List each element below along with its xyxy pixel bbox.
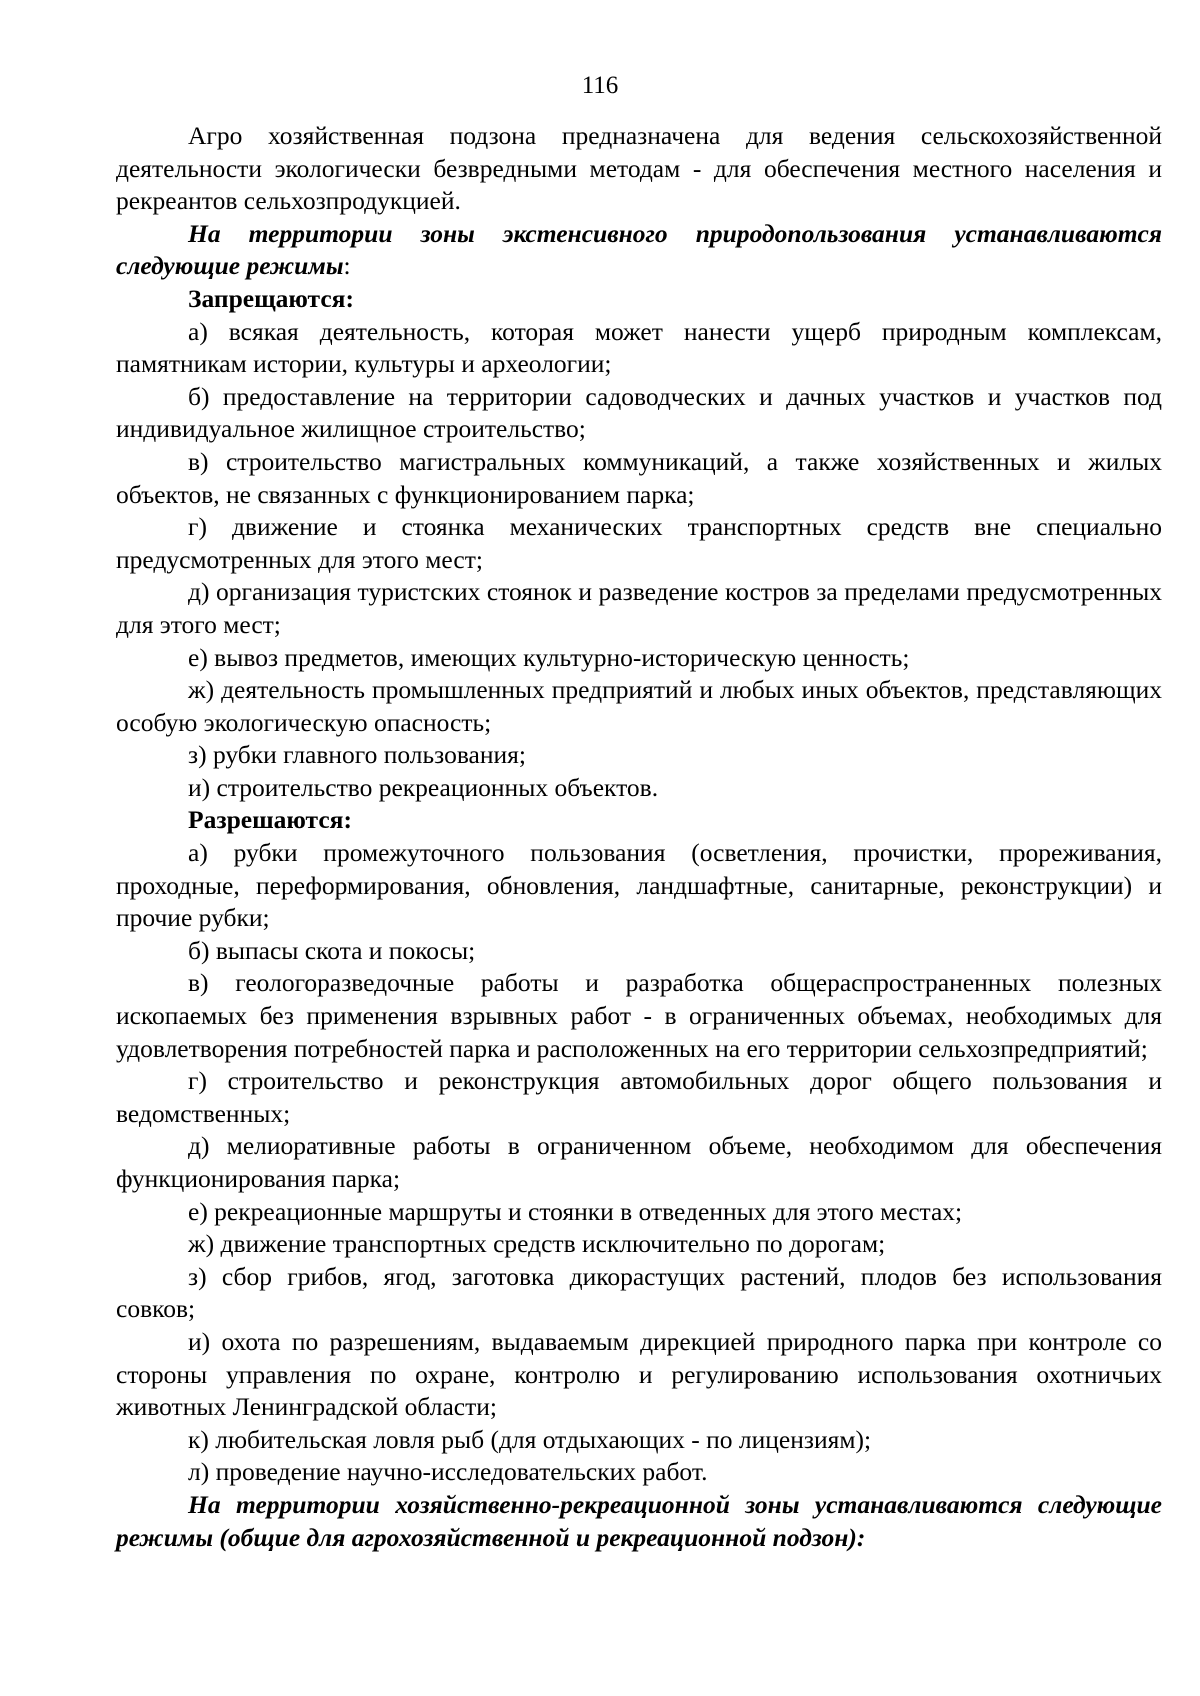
list-item: л) проведение научно-исследовательских работ.	[188, 1457, 708, 1487]
list-item: ж) движение транспортных средств исключительно по дорогам;	[188, 1229, 886, 1259]
list-item: е) вывоз предметов, имеющих культурно-историческую ценность;	[188, 642, 910, 672]
list-item: и) строительство рекреационных объектов.	[188, 772, 659, 802]
page-number: 116	[581, 72, 619, 99]
list-item: з) рубки главного пользования;	[188, 740, 526, 770]
list-item: д) мелиоративные работы в ограниченном объеме, необходимом для обеспечения функционирования парка;	[116, 1131, 1162, 1193]
heading-prohibited: Запрещаются:	[188, 283, 354, 313]
list-item: и) охота по разрешениям, выдаваемым дирекцией природного парка при контроле со стороны управления по охране, контролю и регулированию использования охотничьих животных Ленинградской области;	[116, 1326, 1162, 1422]
list-item: е) рекреационные маршруты и стоянки в отведенных для этого местах;	[188, 1196, 963, 1226]
document-body	[116, 120, 1162, 1554]
list-item: а) рубки промежуточного пользования (осветления, прочистки, прореживания, проходные, переформирования, обновления, ландшафтные, санитарные, реконструкции) и прочие рубки;	[116, 838, 1162, 933]
list-item: в) строительство магистральных коммуникаций, а также хозяйственных и жилых объектов, не связанных с функционированием парка;	[116, 446, 1162, 509]
section-intro-economic-recreational-zone	[116, 1489, 1162, 1554]
list-item: д) организация туристских стоянок и разведение костров за пределами предусмотренных для этого мест;	[116, 577, 1162, 639]
list-item: в) геологоразведочные работы и разработка общераспространенных полезных ископаемых без применения взрывных работ - в ограниченных объемах, необходимых для удовлетворения потребностей парка и расположенных на его территории сельхозпредприятий;	[116, 968, 1162, 1063]
heading-allowed: Разрешаются:	[188, 805, 352, 835]
section-intro-extensive-zone	[116, 218, 1162, 283]
list-item: а) всякая деятельность, которая может нанести ущерб природным комплексам, памятникам истории, культуры и археологии;	[116, 316, 1162, 379]
paragraph-intro: Агро хозяйственная подзона предназначена для ведения сельскохозяйственной деятельности экологически безвредными методам - для обеспечения местного населения и рекреантов сельхозпродукцией.	[116, 121, 1162, 216]
emphasized-text: На территории хозяйственно-рекреационной зоны устанавливаются следующие режимы (общие для агрохозяйственной и рекреационной подзон):	[116, 1489, 1162, 1552]
list-item: б) предоставление на территории садоводческих и дачных участков и участков под индивидуальное жилищное строительство;	[116, 381, 1162, 444]
list-item: г) движение и стоянка механических транспортных средств вне специально предусмотренных для этого мест;	[116, 512, 1162, 574]
colon: :	[343, 251, 351, 281]
list-item: г) строительство и реконструкция автомобильных дорог общего пользования и ведомственных;	[116, 1066, 1162, 1128]
emphasized-text: На территории зоны экстенсивного природопользования устанавливаются следующие режимы	[116, 218, 1162, 281]
list-item: з) сбор грибов, ягод, заготовка дикорастущих растений, плодов без использования совков;	[116, 1261, 1162, 1324]
list-item: б) выпасы скота и покосы;	[188, 935, 476, 965]
list-item: ж) деятельность промышленных предприятий и любых иных объектов, представляющих особую экологическую опасность;	[116, 675, 1162, 737]
list-item: к) любительская ловля рыб (для отдыхающих - по лицензиям);	[188, 1424, 872, 1454]
